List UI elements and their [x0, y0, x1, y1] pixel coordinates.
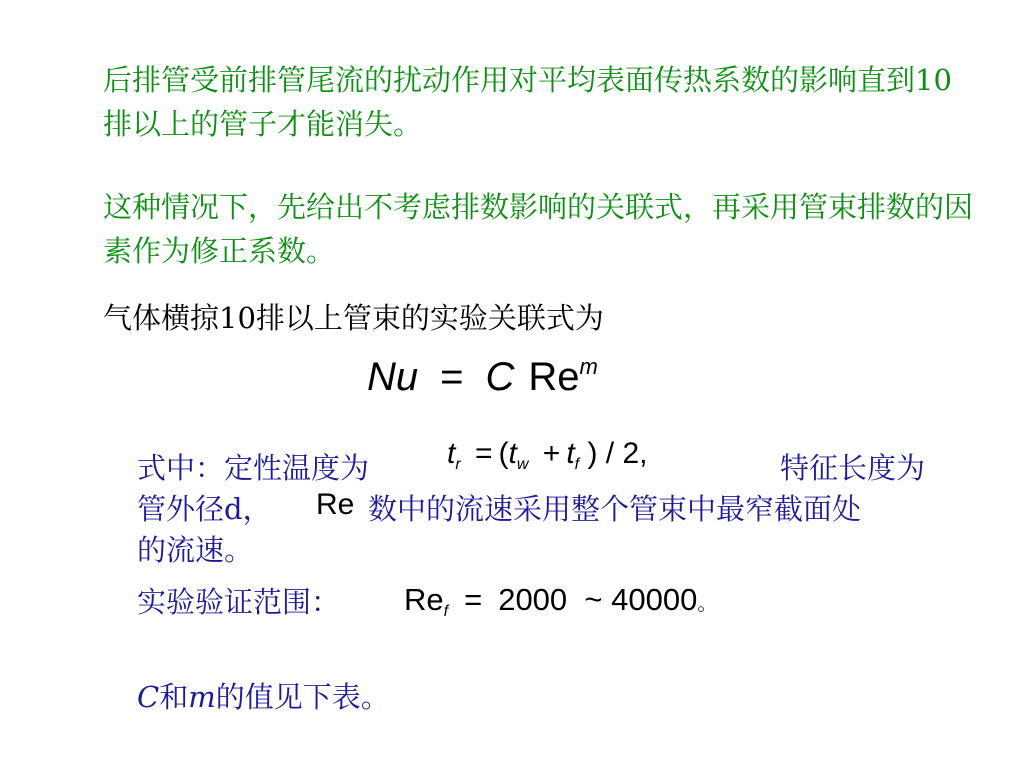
note-line — [137, 675, 390, 716]
equation-nusselt — [367, 355, 598, 400]
equation-nu: Nu — [367, 355, 419, 399]
equation-c: C — [485, 355, 515, 399]
note-and: 和 — [159, 680, 189, 714]
range-equals: = — [464, 582, 483, 617]
note-rest: 的值见下表。 — [215, 680, 390, 714]
explain-line1-prefix: 式中：定性温度为 — [137, 451, 370, 485]
paragraph-wake-effect: 后排管受前排管尾流的扰动作用对平均表面传热系数的影响直到10排以上的管子才能消失。 — [103, 63, 952, 141]
paragraph-correction-approach: 这种情况下，先给出不考虑排数影响的关联式，再采用管束排数的因素作为修正系数。 — [103, 190, 974, 268]
explain-line3: 的流速。 — [137, 533, 254, 567]
equation-exponent-m: m — [579, 354, 598, 379]
equation-reference-temperature — [447, 437, 648, 471]
temp-tf: t — [566, 437, 575, 470]
range-sub-f: f — [443, 603, 449, 620]
equation-equals: = — [440, 355, 464, 399]
range-label: 实验验证范围： — [137, 585, 341, 619]
paragraph-correlation-intro: 气体横掠10排以上管束的实验关联式为 — [103, 301, 604, 335]
equation-range — [404, 582, 717, 618]
temp-sub-w: w — [516, 456, 529, 473]
temp-plus: + — [542, 437, 561, 470]
explain-line2-suffix: 数中的流速采用整个管束中最窄截面处 — [368, 492, 862, 526]
temp-t: t — [447, 437, 456, 470]
temp-open-paren: ( — [498, 437, 509, 470]
explain-line2-prefix: 管外径d， — [137, 492, 272, 526]
range-end: 。 — [697, 593, 718, 615]
temp-comma: , — [639, 437, 648, 470]
note-m: m — [188, 680, 216, 714]
range-value: 2000 ~ 40000 — [498, 582, 698, 617]
temp-close-div: ) / 2 — [587, 437, 640, 470]
temp-sub-f: f — [574, 456, 580, 473]
temp-equals: = — [475, 437, 493, 470]
explain-re-symbol: Re — [316, 488, 355, 521]
temp-sub-r: r — [455, 456, 461, 473]
note-c: C — [137, 680, 160, 714]
temp-tw: t — [508, 437, 517, 470]
equation-re: Re — [528, 355, 580, 399]
range-re: Re — [404, 582, 444, 617]
explain-line1-suffix: 特征长度为 — [780, 451, 926, 485]
